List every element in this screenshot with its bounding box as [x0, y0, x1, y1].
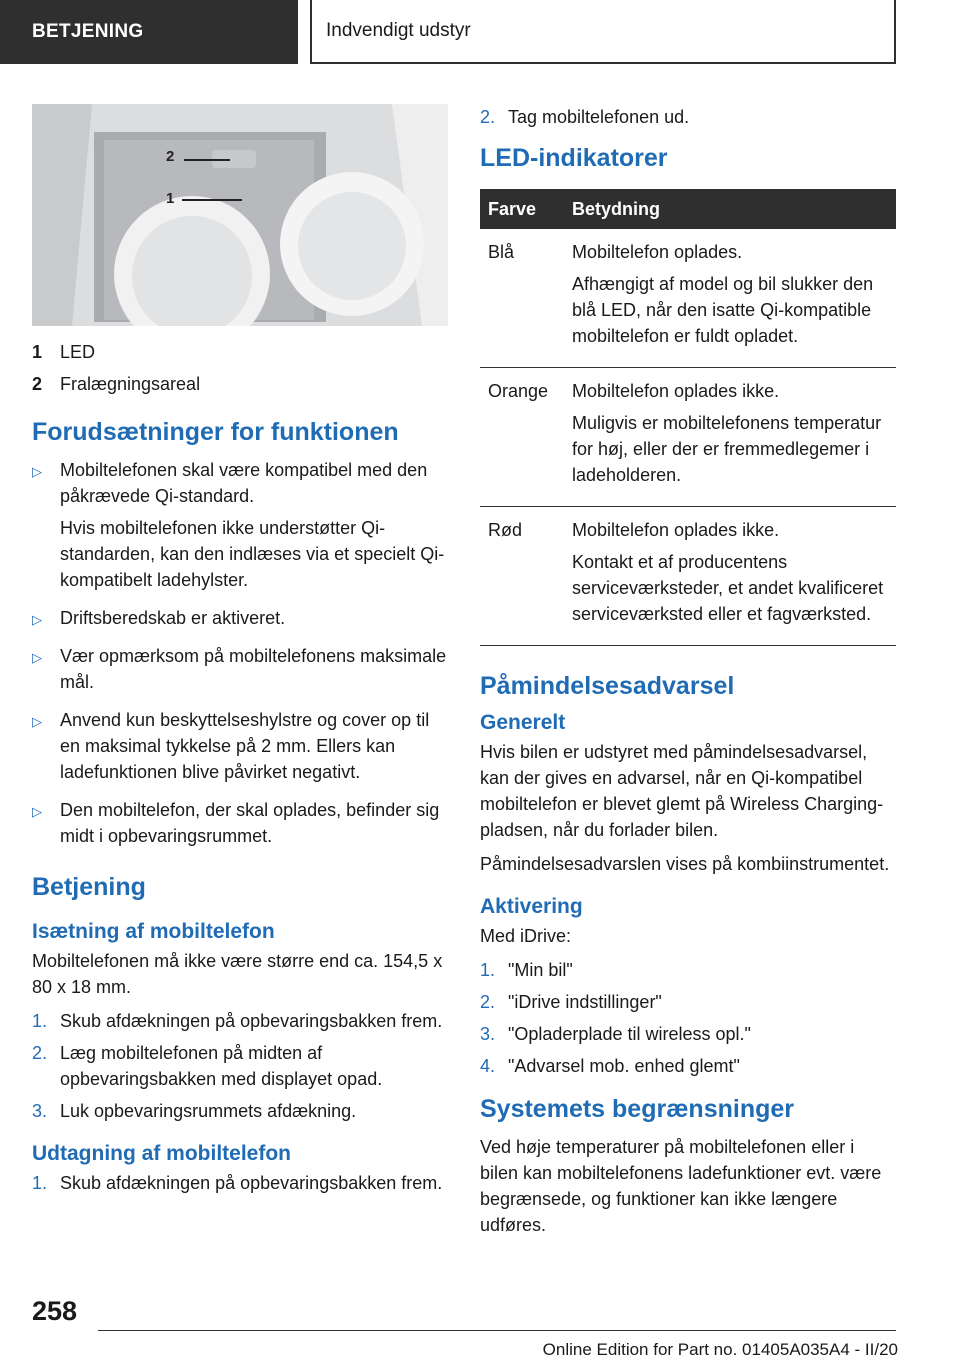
led-meaning-cell	[564, 229, 896, 368]
heading-system-limits: Systemets begrænsninger	[480, 1095, 794, 1123]
list-item	[32, 643, 448, 701]
triangle-bullet-icon: ▷	[32, 804, 42, 819]
caption-number: 1	[32, 342, 43, 362]
step-item	[480, 989, 896, 1015]
general-paragraph: Påmindelsesadvarslen vises på kombiinstrumentet.	[480, 854, 890, 874]
chapter-title: Indvendigt udstyr	[326, 20, 471, 41]
step-item	[480, 1021, 896, 1047]
led-meaning-cell	[564, 507, 896, 646]
bullet-text: Mobiltelefonen skal være kompatibel med den påkrævede Qi-standard.	[60, 460, 428, 506]
heading-operation: Betjening	[32, 873, 146, 901]
meaning-line: Mobiltelefon oplades ikke.	[572, 381, 780, 401]
step-text: Skub afdækningen på opbevaringsbakken frem.	[60, 1173, 443, 1193]
bullet-text: Driftsberedskab er aktiveret.	[60, 608, 286, 628]
heading-prerequisites: Forudsætninger for funktionen	[32, 418, 399, 446]
table-row	[480, 229, 896, 368]
step-number: 1.	[32, 1011, 48, 1031]
heading-activation: Aktivering	[480, 895, 583, 918]
step-number: 1.	[32, 1173, 48, 1193]
table-header-meaning: Betydning	[564, 189, 896, 229]
step-text: "Min bil"	[508, 960, 573, 980]
meaning-line: Afhængigt af model og bil slukker den blå LED, når den isatte Qi-kompatible mobiltelefon er fuldt opladet.	[572, 274, 874, 346]
step-item	[32, 1170, 448, 1196]
step-text: "iDrive indstillinger"	[508, 992, 662, 1012]
step-text: Luk opbevaringsrummets afdækning.	[60, 1101, 357, 1121]
caption-number: 2	[32, 374, 43, 394]
step-item	[480, 104, 896, 130]
step-text: "Opladerplade til wireless opl."	[508, 1024, 751, 1044]
step-text: Skub afdækningen på opbevaringsbakken frem.	[60, 1011, 443, 1031]
section-header	[0, 0, 298, 64]
bullet-text: Anvend kun beskyttelseshylstre og cover op til en maksimal tykkelse på 2 mm. Ellers kan ladefunktionen blive påvirket negativt.	[60, 710, 430, 782]
heading-insert-phone: Isætning af mobiltelefon	[32, 920, 275, 943]
triangle-bullet-icon: ▷	[32, 464, 42, 479]
table-row	[480, 368, 896, 507]
led-color-cell: Rød	[480, 507, 564, 646]
heading-remove-phone: Udtagning af mobiltelefon	[32, 1142, 291, 1165]
step-item	[32, 1040, 448, 1092]
led-meaning-cell	[564, 368, 896, 507]
caption-item	[32, 368, 448, 400]
list-item	[32, 605, 448, 637]
footer-edition: Online Edition for Part no. 01405A035A4 - II/20	[542, 1340, 898, 1359]
step-number: 2.	[480, 992, 496, 1012]
footer-divider	[98, 1330, 896, 1331]
right-column	[480, 104, 896, 1246]
triangle-bullet-icon: ▷	[32, 650, 42, 665]
general-paragraph: Hvis bilen er udstyret med påmindelsesadvarsel, kan der gives en advarsel, når en Qi-kompatibel mobiltelefon er blevet glemt på Wireless Charging-pladsen, når du forlader bilen.	[480, 742, 884, 840]
bullet-text: Den mobiltelefon, der skal oplades, befinder sig midt i opbevaringsrummet.	[60, 800, 440, 846]
meaning-line: Mobiltelefon oplades ikke.	[572, 520, 780, 540]
meaning-line: Kontakt et af producentens serviceværksteder, et andet kvalificeret serviceværksted eller et fagværksted.	[572, 552, 884, 624]
triangle-bullet-icon: ▷	[32, 714, 42, 729]
list-item	[32, 457, 448, 599]
table-row	[480, 507, 896, 646]
bullet-text: Vær opmærksom på mobiltelefonens maksimale mål.	[60, 646, 447, 692]
wireless-charging-tray-photo	[32, 104, 448, 326]
step-number: 2.	[480, 107, 496, 127]
insert-size-text: Mobiltelefonen må ikke være større end ca. 154,5 x 80 x 18 mm.	[32, 951, 443, 997]
list-item	[32, 797, 448, 855]
step-item	[480, 957, 896, 983]
meaning-line: Mobiltelefon oplades.	[572, 242, 743, 262]
table-header-color: Farve	[480, 189, 564, 229]
step-text: "Advarsel mob. enhed glemt"	[508, 1056, 740, 1076]
page-number: 258	[32, 1296, 78, 1326]
figure-label-2: 2	[166, 148, 175, 165]
figure-label-1: 1	[166, 190, 175, 207]
step-item	[32, 1098, 448, 1124]
step-number: 4.	[480, 1056, 496, 1076]
step-item	[480, 1053, 896, 1079]
caption-item	[32, 336, 448, 368]
chapter-header	[310, 0, 896, 64]
meaning-line: Muligvis er mobiltelefonens temperatur for høj, eller der er fremmedlegemer i ladeholderen.	[572, 413, 882, 485]
activation-intro: Med iDrive:	[480, 926, 572, 946]
heading-led-indicators: LED-indikatorer	[480, 144, 668, 172]
step-number: 1.	[480, 960, 496, 980]
list-item	[32, 707, 448, 791]
step-number: 3.	[32, 1101, 48, 1121]
caption-text: LED	[60, 342, 96, 362]
heading-general: Generelt	[480, 711, 566, 734]
step-number: 2.	[32, 1043, 48, 1063]
heading-reminder-warning: Påmindelsesadvarsel	[480, 672, 735, 700]
caption-text: Fralægningsareal	[60, 374, 201, 394]
section-title: BETJENING	[32, 21, 144, 42]
step-item	[32, 1008, 448, 1034]
limits-paragraph: Ved høje temperaturer på mobiltelefonen eller i bilen kan mobiltelefonens ladefunktioner evt. være begrænsede, og funktioner kan ikke længere udføres.	[480, 1137, 882, 1235]
led-indicator-table	[480, 189, 896, 646]
triangle-bullet-icon: ▷	[32, 612, 42, 627]
bullet-text: Hvis mobiltelefonen ikke understøtter Qi-standarden, kan den indlæses via et specielt Qi-kompatibelt ladehylster.	[60, 518, 445, 590]
tray-illustration	[32, 104, 448, 326]
led-color-cell: Orange	[480, 368, 564, 507]
led-color-cell: Blå	[480, 229, 564, 368]
step-number: 3.	[480, 1024, 496, 1044]
step-text: Læg mobiltelefonen på midten af opbevaringsbakken med displayet opad.	[60, 1043, 383, 1089]
step-text: Tag mobiltelefonen ud.	[508, 107, 690, 127]
left-column	[32, 104, 448, 1202]
